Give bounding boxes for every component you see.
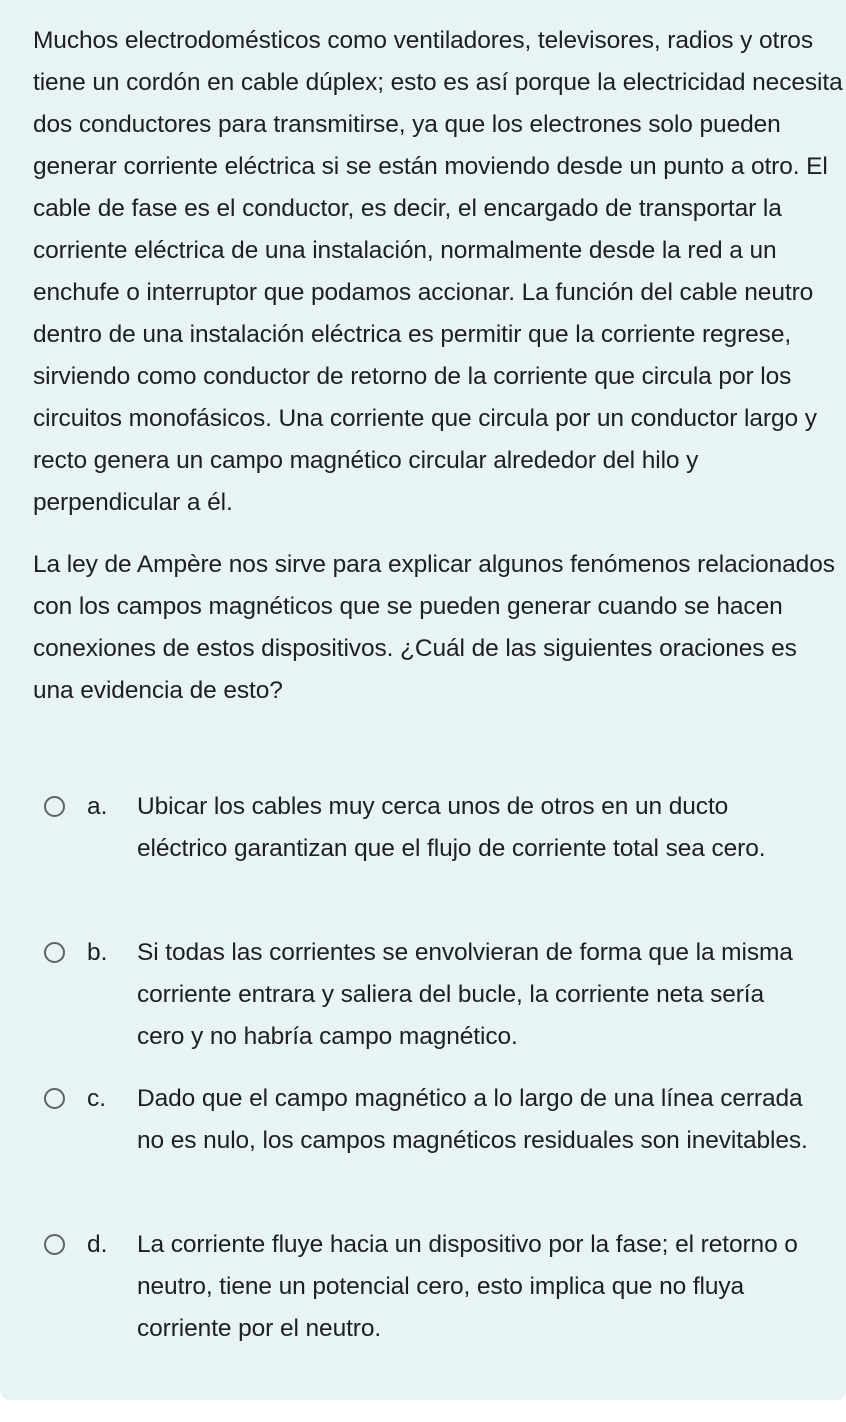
option-c-letter: c. [87,1085,107,1112]
option-a-letter: a. [87,793,108,820]
option-d[interactable] [0,1224,846,1370]
question-stem [33,20,843,712]
option-b-text[interactable]: Si todas las corrientes se envolvieran de forma que la misma corriente entrara y saliera del bucle, la corriente neta sería cero y no habría campo magnético. [137,939,793,1050]
option-d-text[interactable]: La corriente fluye hacia un dispositivo por la fase; el retorno o neutro, tiene un potencial cero, esto implica que no fluya corriente por el neutro. [137,1231,798,1342]
radio-button-d[interactable] [44,1234,65,1255]
option-d-letter: d. [87,1231,108,1258]
option-c[interactable] [0,1078,846,1224]
option-c-text[interactable]: Dado que el campo magnético a lo largo de una línea cerrada no es nulo, los campos magnéticos residuales son inevitables. [137,1085,808,1154]
radio-button-a[interactable] [44,796,65,817]
question-paragraph-2: La ley de Ampère nos sirve para explicar algunos fenómenos relacionados con los campos magnéticos que se pueden generar cuando se hacen conexiones de estos dispositivos. ¿Cuál de las siguientes oraciones es una evidencia de esto? [33,551,835,704]
option-a-text[interactable]: Ubicar los cables muy cerca unos de otros en un ducto eléctrico garantizan que el flujo de corriente total sea cero. [137,793,766,862]
option-a[interactable] [0,786,846,932]
question-paragraph-1: Muchos electrodomésticos como ventiladores, televisores, radios y otros tiene un cordón en cable dúplex; esto es así porque la electricidad necesita dos conductores para transmitirse, ya que los electrones solo pueden generar corriente eléctrica si se están moviendo desde un punto a otro. El cable de fase es el conductor, es decir, el encargado de transportar la corriente eléctrica de una instalación, normalmente desde la red a un enchufe o interruptor que podamos accionar. La función del cable neutro dentro de una instalación eléctrica es permitir que la corriente regrese, sirviendo como conductor de retorno de la corriente que circula por los circuitos monofásicos. Una corriente que circula por un conductor largo y recto genera un campo magnético circular alrededor del hilo y perpendicular a él. [33,27,843,516]
radio-button-b[interactable] [44,942,65,963]
answer-options [0,786,846,1370]
option-b-letter: b. [87,939,108,966]
radio-button-c[interactable] [44,1088,65,1109]
option-b[interactable] [0,932,846,1078]
